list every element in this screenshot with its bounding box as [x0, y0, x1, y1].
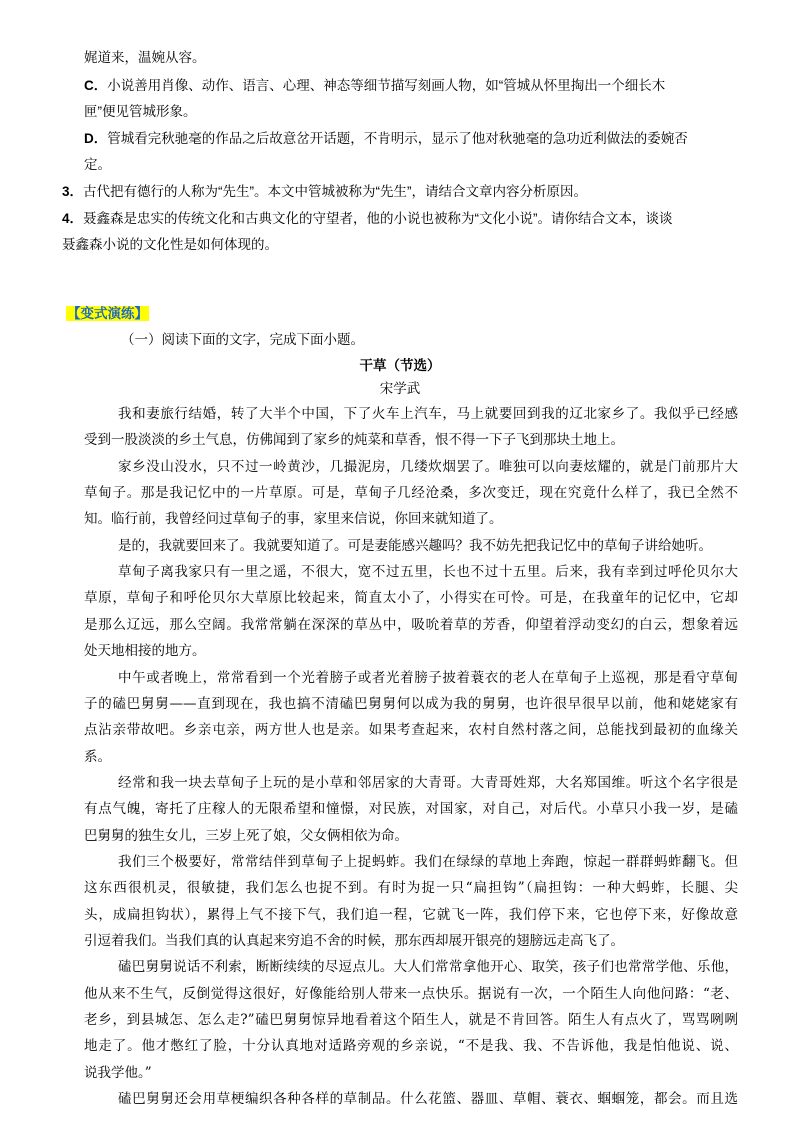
- option-d-continuation: [84, 156, 111, 174]
- option-text: 定。: [84, 157, 111, 172]
- passage-line: 我们三个极要好，常常结伴到草甸子上捉蚂蚱。我们在绿绿的草地上奔跑，惊起一群群蚂蚱翻飞。但: [118, 854, 738, 870]
- passage-line: 他从来不生气，反倒觉得这很好，好像能给别人带来一点快乐。据说有一次，一个陌生人向他问路：“老、: [84, 986, 738, 1002]
- reading-instruction: [121, 331, 364, 349]
- passage-line: 点沾亲带故吧。乡亲屯亲，两方世人也是亲。如果考查起来，农村自然村落之间，总能找到最初的血缘关: [84, 722, 738, 738]
- passage-line: 草甸子离我家只有一里之遥，不很大，宽不过五里，长也不过十五里。后来，我有幸到过呼伦贝尔大: [118, 564, 738, 580]
- passage-line: 系。: [84, 749, 111, 765]
- section-heading: [66, 305, 149, 323]
- passage-line: 是那么辽远，那么空阔。我常常躺在深深的草丛中，吸吮着草的芳香，仰望着浮动变幻的白云，想象着远: [84, 617, 738, 633]
- option-text: 小说善用肖像、动作、语言、心理、神态等细节描写刻画人物，如“管城从怀里掏出一个细长木: [107, 78, 666, 93]
- passage-line: 引逗着我们。当我们真的认真起来穷追不舍的时候，那东西却展开银亮的翅膀远走高飞了。: [84, 933, 624, 949]
- passage-line: 草甸子。那是我记忆中的一片草原。可是，草甸子几经沧桑，多次变迁，现在究竟什么样了，我已全然不: [84, 485, 738, 501]
- question-3: [62, 183, 587, 201]
- question-number: 4．: [62, 211, 84, 226]
- question-4: [62, 210, 673, 228]
- passage-line: 巴舅舅的独生女儿，三岁上死了娘，父女俩相依为命。: [84, 828, 408, 844]
- option-text: 匣”便见管城形象。: [84, 104, 197, 119]
- passage-line: 子的磕巴舅舅——直到现在，我也搞不清磕巴舅舅何以成为我的舅舅，也许很早很早以前，他和姥姥家有: [84, 696, 738, 712]
- passage-line: 这东西很机灵，很敏捷，我们怎么也捉不到。有时为捉一只“扁担钩”（扁担钩：一种大蚂蚱，长腿、尖: [84, 880, 738, 896]
- passage-line: 处天地相接的地方。: [84, 643, 206, 659]
- option-text: 娓道来，温婉从容。: [84, 50, 206, 65]
- instruction-text: （一）阅读下面的文字，完成下面小题。: [121, 332, 364, 347]
- passage-line: 知。临行前，我曾经问过草甸子的事，家里来信说，你回来就知道了。: [84, 511, 503, 527]
- passage-line: 有点气魄，寄托了庄稼人的无限希望和憧憬，对民族，对国家，对自己，对后代。小草只小我一岁，是磕: [84, 801, 738, 817]
- passage-line: 家乡没山没水，只不过一岭黄沙，几撮泥房，几缕炊烟罢了。唯独可以向妻炫耀的，就是门前那片大: [118, 459, 738, 475]
- passage-line: 我和妻旅行结婚，转了大半个中国，下了火车上汽车，马上就要回到我的辽北家乡了。我似乎已经感: [118, 406, 738, 422]
- passage-line: 草原，草甸子和呼伦贝尔大草原比较起来，简直太小了，小得实在可怜。可是，在我童年的记忆中，它却: [84, 590, 738, 606]
- passage-line: 磕巴舅舅还会用草梗编织各种各样的草制品。什么花篮、器皿、草帽、蓑衣、蝈蝈笼，都会。而且选: [118, 1091, 738, 1107]
- option-c: [84, 77, 665, 95]
- option-letter: C．: [84, 78, 108, 93]
- question-text: 聂鑫森小说的文化性是如何体现的。: [62, 237, 278, 252]
- passage-line: 中午或者晚上，常常看到一个光着膀子或者光着膀子披着蓑衣的老人在草甸子上巡视，那是看守草甸: [118, 670, 738, 686]
- option-c-continuation: [84, 103, 197, 121]
- passage-line: 受到一股淡淡的乡土气息，仿佛闻到了家乡的炖菜和草香，恨不得一下子飞到那块土地上。: [84, 432, 624, 448]
- option-letter: D．: [84, 131, 108, 146]
- passage-line: 老乡，到县城怎、怎么走?”磕巴舅舅惊异地看着这个陌生人，就是不肯回答。陌生人有点火了，骂骂咧咧: [84, 1012, 738, 1028]
- passage-title: 干草（节选）: [359, 358, 441, 373]
- passage-line: 经常和我一块去草甸子上玩的是小草和邻居家的大青哥。大青哥姓郑，大名郑国维。听这个名字很是: [118, 775, 738, 791]
- passage-line: 磕巴舅舅说话不利索，断断续续的尽逗点儿。大人们常常拿他开心、取笑，孩子们也常常学他、乐他，: [118, 959, 738, 975]
- option-d: [84, 130, 688, 148]
- passage-line: 说我学他。”: [84, 1065, 152, 1081]
- question-4-continuation: [62, 236, 278, 254]
- question-text: 聂鑫森是忠实的传统文化和古典文化的守望者，他的小说也被称为“文化小说”。请你结合文本，谈谈: [83, 211, 673, 226]
- section-heading-label: 【变式演练】: [67, 306, 148, 321]
- passage-author: 宋学武: [379, 381, 421, 397]
- passage-line: 地走了。他才憋红了脸，十分认真地对适路旁观的乡亲说，“不是我、我、不告诉他，我是怕他说、说、: [84, 1038, 738, 1054]
- passage-line: 是的，我就要回来了。我就要知道了。可是妻能感兴趣吗？我不妨先把我记忆中的草甸子讲给她听。: [118, 538, 712, 554]
- option-text: 管城看完秋驰毫的作品之后故意岔开话题，不肯明示，显示了他对秋驰毫的急功近利做法的委婉否: [107, 131, 688, 146]
- passage-line: 头，成扁担钩状），累得上气不接下气，我们追一程，它就飞一阵，我们停下来，它也停下来，好像故意: [84, 907, 738, 923]
- question-number: 3．: [62, 184, 84, 199]
- option-b-continuation: [84, 49, 206, 67]
- question-text: 古代把有德行的人称为“先生”。本文中管城被称为“先生”，请结合文章内容分析原因。: [83, 184, 587, 199]
